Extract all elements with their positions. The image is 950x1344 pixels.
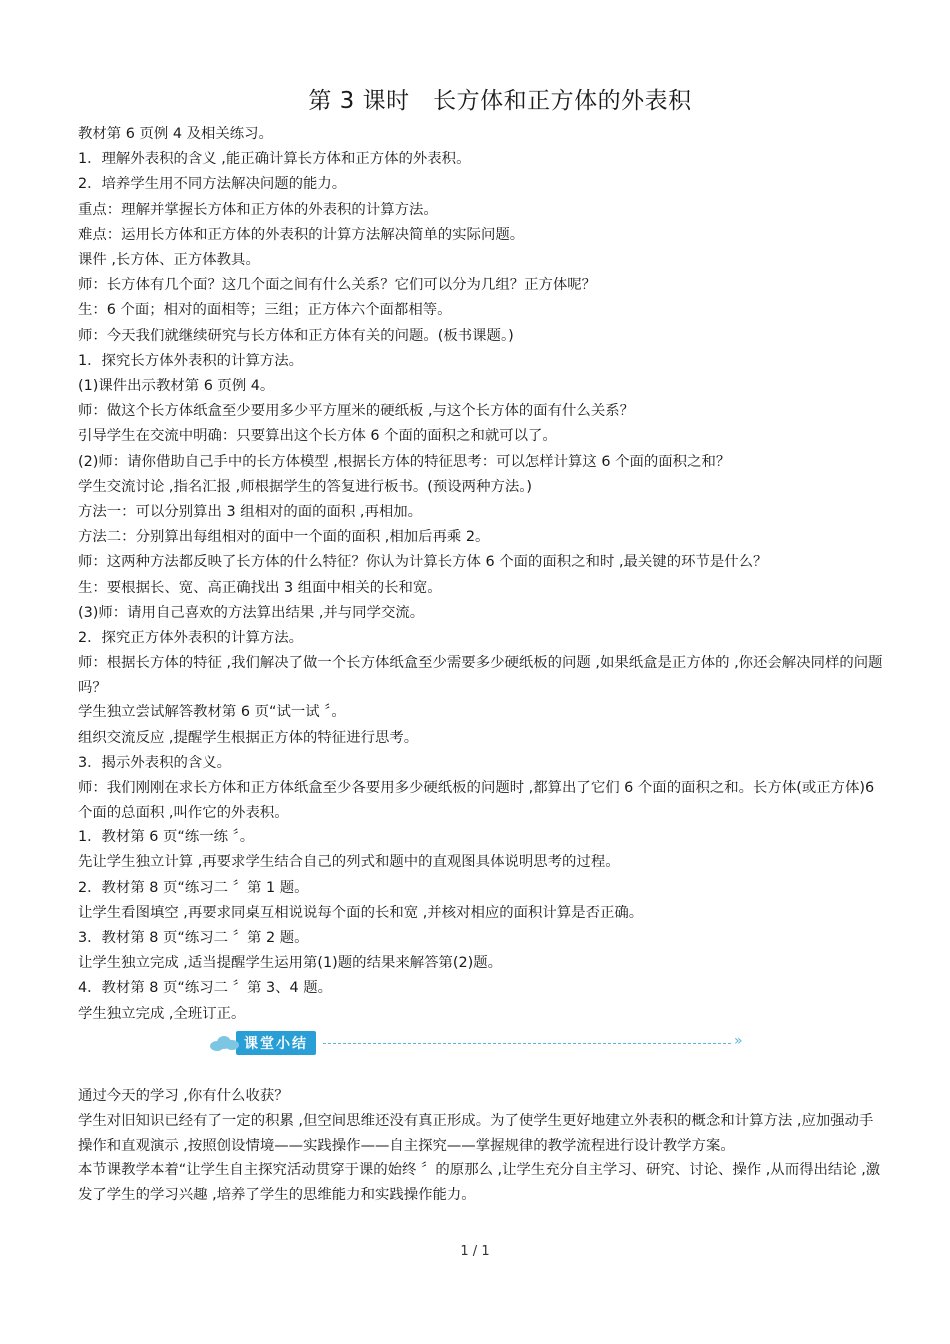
paragraph-line: 方法二：分别算出每组相对的面中一个面的面积 ,相加后再乘 2。 (78, 529, 490, 546)
paragraph-line: 让学生看图填空 ,再要求同桌互相说说每个面的长和宽 ,并核对相应的面积计算是否正确。 (78, 904, 644, 921)
double-chevron-icon: » (734, 1032, 739, 1049)
dashed-divider (323, 1043, 731, 1044)
paragraph-line: 1．探究长方体外表积的计算方法。 (78, 352, 304, 369)
paragraph-line: 组织交流反应 ,提醒学生根据正方体的特征进行思考。 (78, 729, 419, 746)
paragraph-line: 4．教材第 8 页“练习二 〞第 3、4 题。 (78, 980, 333, 997)
paragraph-line: 师：根据长方体的特征 ,我们解决了做一个长方体纸盒至少需要多少硬纸板的问题 ,如果纸盒是正方体的 ,你还会解决同样的问题吗？ (78, 655, 883, 696)
lesson-content (67, 122, 883, 1027)
paragraph-line: 师：做这个长方体纸盒至少要用多少平方厘米的硬纸板 ,与这个长方体的面有什么关系？ (78, 403, 634, 420)
summary-section-header (208, 1031, 754, 1056)
paragraph-line: 通过今天的学习 ,你有什么收获？ (78, 1087, 289, 1104)
paragraph-line: 学生交流讨论 ,指名汇报 ,师根据学生的答复进行板书。(预设两种方法。) (78, 478, 533, 495)
paragraph-line: 师：长方体有几个面？这几个面之间有什么关系？它们可以分为几组？正方体呢？ (78, 277, 597, 294)
paragraph-line: 3．教材第 8 页“练习二 〞第 2 题。 (78, 930, 309, 947)
paragraph-line: 先让学生独立计算 ,再要求学生结合自己的列式和题中的直观图具体说明思考的过程。 (78, 854, 620, 871)
paragraph-line: 课件 ,长方体、正方体教具。 (78, 252, 260, 269)
paragraph-line: 1．教材第 6 页“练一练 〞。 (78, 829, 255, 846)
paragraph-line: 生：6 个面；相对的面相等；三组；正方体六个面都相等。 (78, 302, 452, 319)
paragraph-line: 难点：运用长方体和正方体的外表积的计算方法解决简单的实际问题。 (78, 226, 525, 243)
paragraph-line: 引导学生在交流中明确：只要算出这个长方体 6 个面的面积之和就可以了。 (78, 428, 557, 445)
summary-content (67, 1084, 883, 1208)
paragraph-line: 让学生独立完成 ,适当提醒学生运用第(1)题的结果来解答第(2)题。 (78, 955, 503, 972)
paragraph-line: 2．教材第 8 页“练习二 〞第 1 题。 (78, 879, 309, 896)
page-number: 1 / 1 (460, 1244, 490, 1259)
paragraph-line: 师：这两种方法都反映了长方体的什么特征？你认为计算长方体 6 个面的面积之和时 ,最关键的环节是什么？ (78, 554, 768, 571)
paragraph-line: 2．探究正方体外表积的计算方法。 (78, 630, 304, 647)
paragraph-line: 师：我们刚刚在求长方体和正方体纸盒至少各要用多少硬纸板的问题时 ,都算出了它们 6 个面的面积之和。长方体(或正方体)6 个面的总面积 ,叫作它的外表积。 (78, 780, 875, 821)
paragraph-line: 学生独立尝试解答教材第 6 页“试一试 〞。 (78, 704, 346, 721)
paragraph-line: (2)师：请你借助自己手中的长方体模型 ,根据长方体的特征思考：可以怎样计算这 6 个面的面积之和？ (78, 453, 731, 470)
paragraph-line: 3．揭示外表积的含义。 (78, 754, 232, 771)
paragraph-line: (1)课件出示教材第 6 页例 4。 (78, 378, 275, 395)
paragraph-line: 师：今天我们就继续研究与长方体和正方体有关的问题。(板书课题。) (78, 327, 514, 344)
paragraph-line: (3)师：请用自己喜欢的方法算出结果 ,并与同学交流。 (78, 604, 425, 621)
paragraph-line: 生：要根据长、宽、高正确找出 3 组面中相关的长和宽。 (78, 579, 442, 596)
cloud-icon (208, 1033, 242, 1053)
paragraph-line: 学生独立完成 ,全班订正。 (78, 1005, 246, 1022)
summary-label: 课堂小结 (236, 1031, 316, 1055)
paragraph-line: 本节课教学本着“让学生自主探究活动贯穿于课的始终 〞的原那么 ,让学生充分自主学习、研究、讨论、操作 ,从而得出结论 ,激发了学生的学习兴趣 ,培养了学生的思维能力和实践操作能力。 (78, 1162, 881, 1203)
paragraph-line: 教材第 6 页例 4 及相关练习。 (78, 126, 273, 142)
paragraph-line: 学生对旧知识已经有了一定的积累 ,但空间思维还没有真正形成。为了使学生更好地建立外表积的概念和计算方法 ,应加强动手操作和直观演示 ,按照创设情境——实践操作——自主探究——掌握规律的教学流程进行设计教学方案。 (78, 1113, 874, 1154)
summary-badge (208, 1031, 316, 1055)
paragraph-line: 方法一：可以分别算出 3 组相对的面的面积 ,再相加。 (78, 504, 423, 521)
paragraph-line: 1．理解外表积的含义 ,能正确计算长方体和正方体的外表积。 (78, 151, 471, 168)
paragraph-line: 2．培养学生用不同方法解决问题的能力。 (78, 176, 347, 193)
page-title: 第 3 课时 长方体和正方体的外表积 (308, 88, 692, 114)
document-body (67, 122, 883, 1207)
paragraph-line: 重点：理解并掌握长方体和正方体的外表积的计算方法。 (78, 201, 438, 218)
